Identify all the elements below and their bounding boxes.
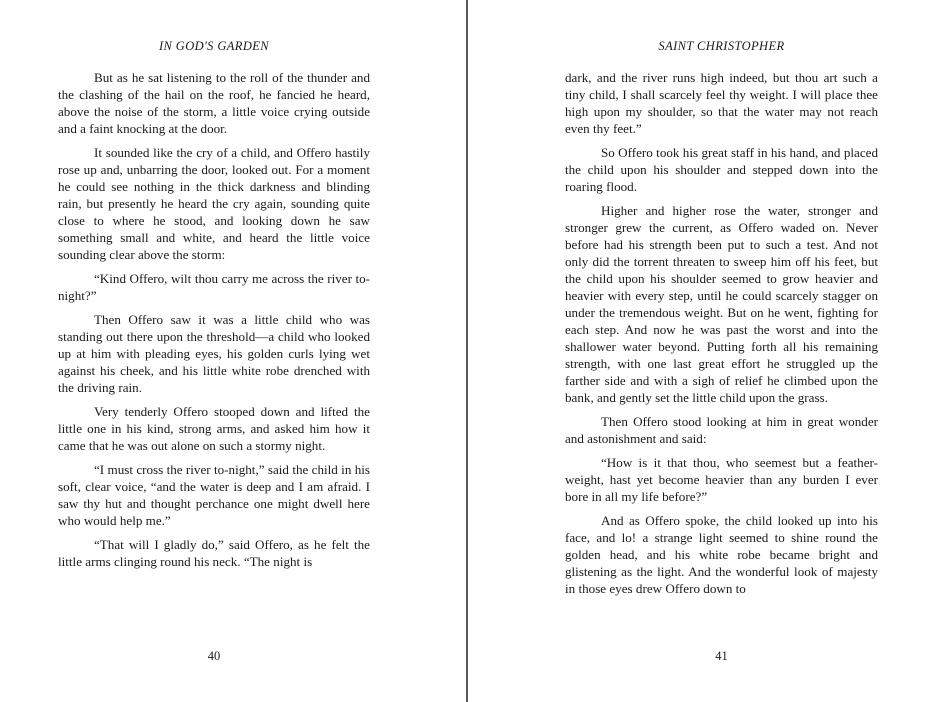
left-page [58, 0, 370, 702]
right-page-text [565, 69, 878, 604]
running-head-left: IN GOD'S GARDEN [158, 39, 270, 53]
paragraph: “I must cross the river to-night,” said the child in his soft, clear voice, “and the water is deep and I am afraid. I saw thy hut and thought perchance one might dwell here who would help me.” [58, 462, 370, 528]
paragraph: “How is it that thou, who seemest but a feather-weight, hast yet become heavier than any burden I ever bore in all my life before?” [565, 455, 878, 504]
page-number-left: 40 [207, 649, 221, 663]
left-page-text [58, 69, 370, 577]
page-number-right: 41 [715, 649, 728, 663]
running-head-right: SAINT CHRISTOPHER [658, 39, 785, 53]
paragraph: But as he sat listening to the roll of the thunder and the clashing of the hail on the roof, he fancied he heard, above the noise of the storm, a little voice crying outside and a faint knocking at the door. [58, 70, 370, 136]
paragraph: “That will I gladly do,” said Offero, as he felt the little arms clinging round his neck. “The night is [58, 537, 370, 569]
paragraph: It sounded like the cry of a child, and Offero hastily rose up and, unbarring the door, looked out. For a moment he could see nothing in the thick darkness and blinding rain, but presently he heard the cry again, sounding quite close to where he stood, and looking down he saw something small and white, and heard the little voice sounding clear above the storm: [58, 145, 370, 262]
right-page [565, 0, 878, 702]
paragraph: Higher and higher rose the water, stronger and stronger grew the current, as Offero waded on. Never before had his strength been put to such a test. And not only did the torrent threaten to sweep him off his feet, but the child upon his shoulder seemed to grow heavier and heavier with every step, until he could scarcely stagger on under the tremendous weight. But on he went, fighting for each step. And now he was past the worst and into the shallower water beyond. Putting forth all his remaining strength, with one last great effort he struggled up the farther side and with a sigh of relief he climbed upon the bank, and gently set the little child upon the grass. [565, 203, 878, 405]
paragraph: “Kind Offero, wilt thou carry me across the river to-night?” [58, 271, 370, 303]
paragraph: So Offero took his great staff in his hand, and placed the child upon his shoulder and stepped down into the roaring flood. [565, 145, 878, 194]
paragraph: Very tenderly Offero stooped down and lifted the little one in his kind, strong arms, and asked him how it came that he was out alone on such a stormy night. [58, 404, 370, 453]
paragraph: And as Offero spoke, the child looked up into his face, and lo! a strange light seemed to shine round the golden head, and his white robe became bright and glistening as the light. And the wonderful look of majesty in those eyes drew Offero down to [565, 513, 878, 596]
gutter-divider [466, 0, 468, 702]
paragraph: dark, and the river runs high indeed, but thou art such a tiny child, I shall scarcely feel thy weight. I will place thee high upon my shoulder, so that the water may not reach even thy feet.” [565, 70, 878, 136]
paragraph: Then Offero saw it was a little child who was standing out there upon the threshold—a child who looked up at him with pleading eyes, his golden curls lying wet against his cheek, and his little white robe drenched with the driving rain. [58, 312, 370, 395]
paragraph: Then Offero stood looking at him in great wonder and astonishment and said: [565, 414, 878, 446]
